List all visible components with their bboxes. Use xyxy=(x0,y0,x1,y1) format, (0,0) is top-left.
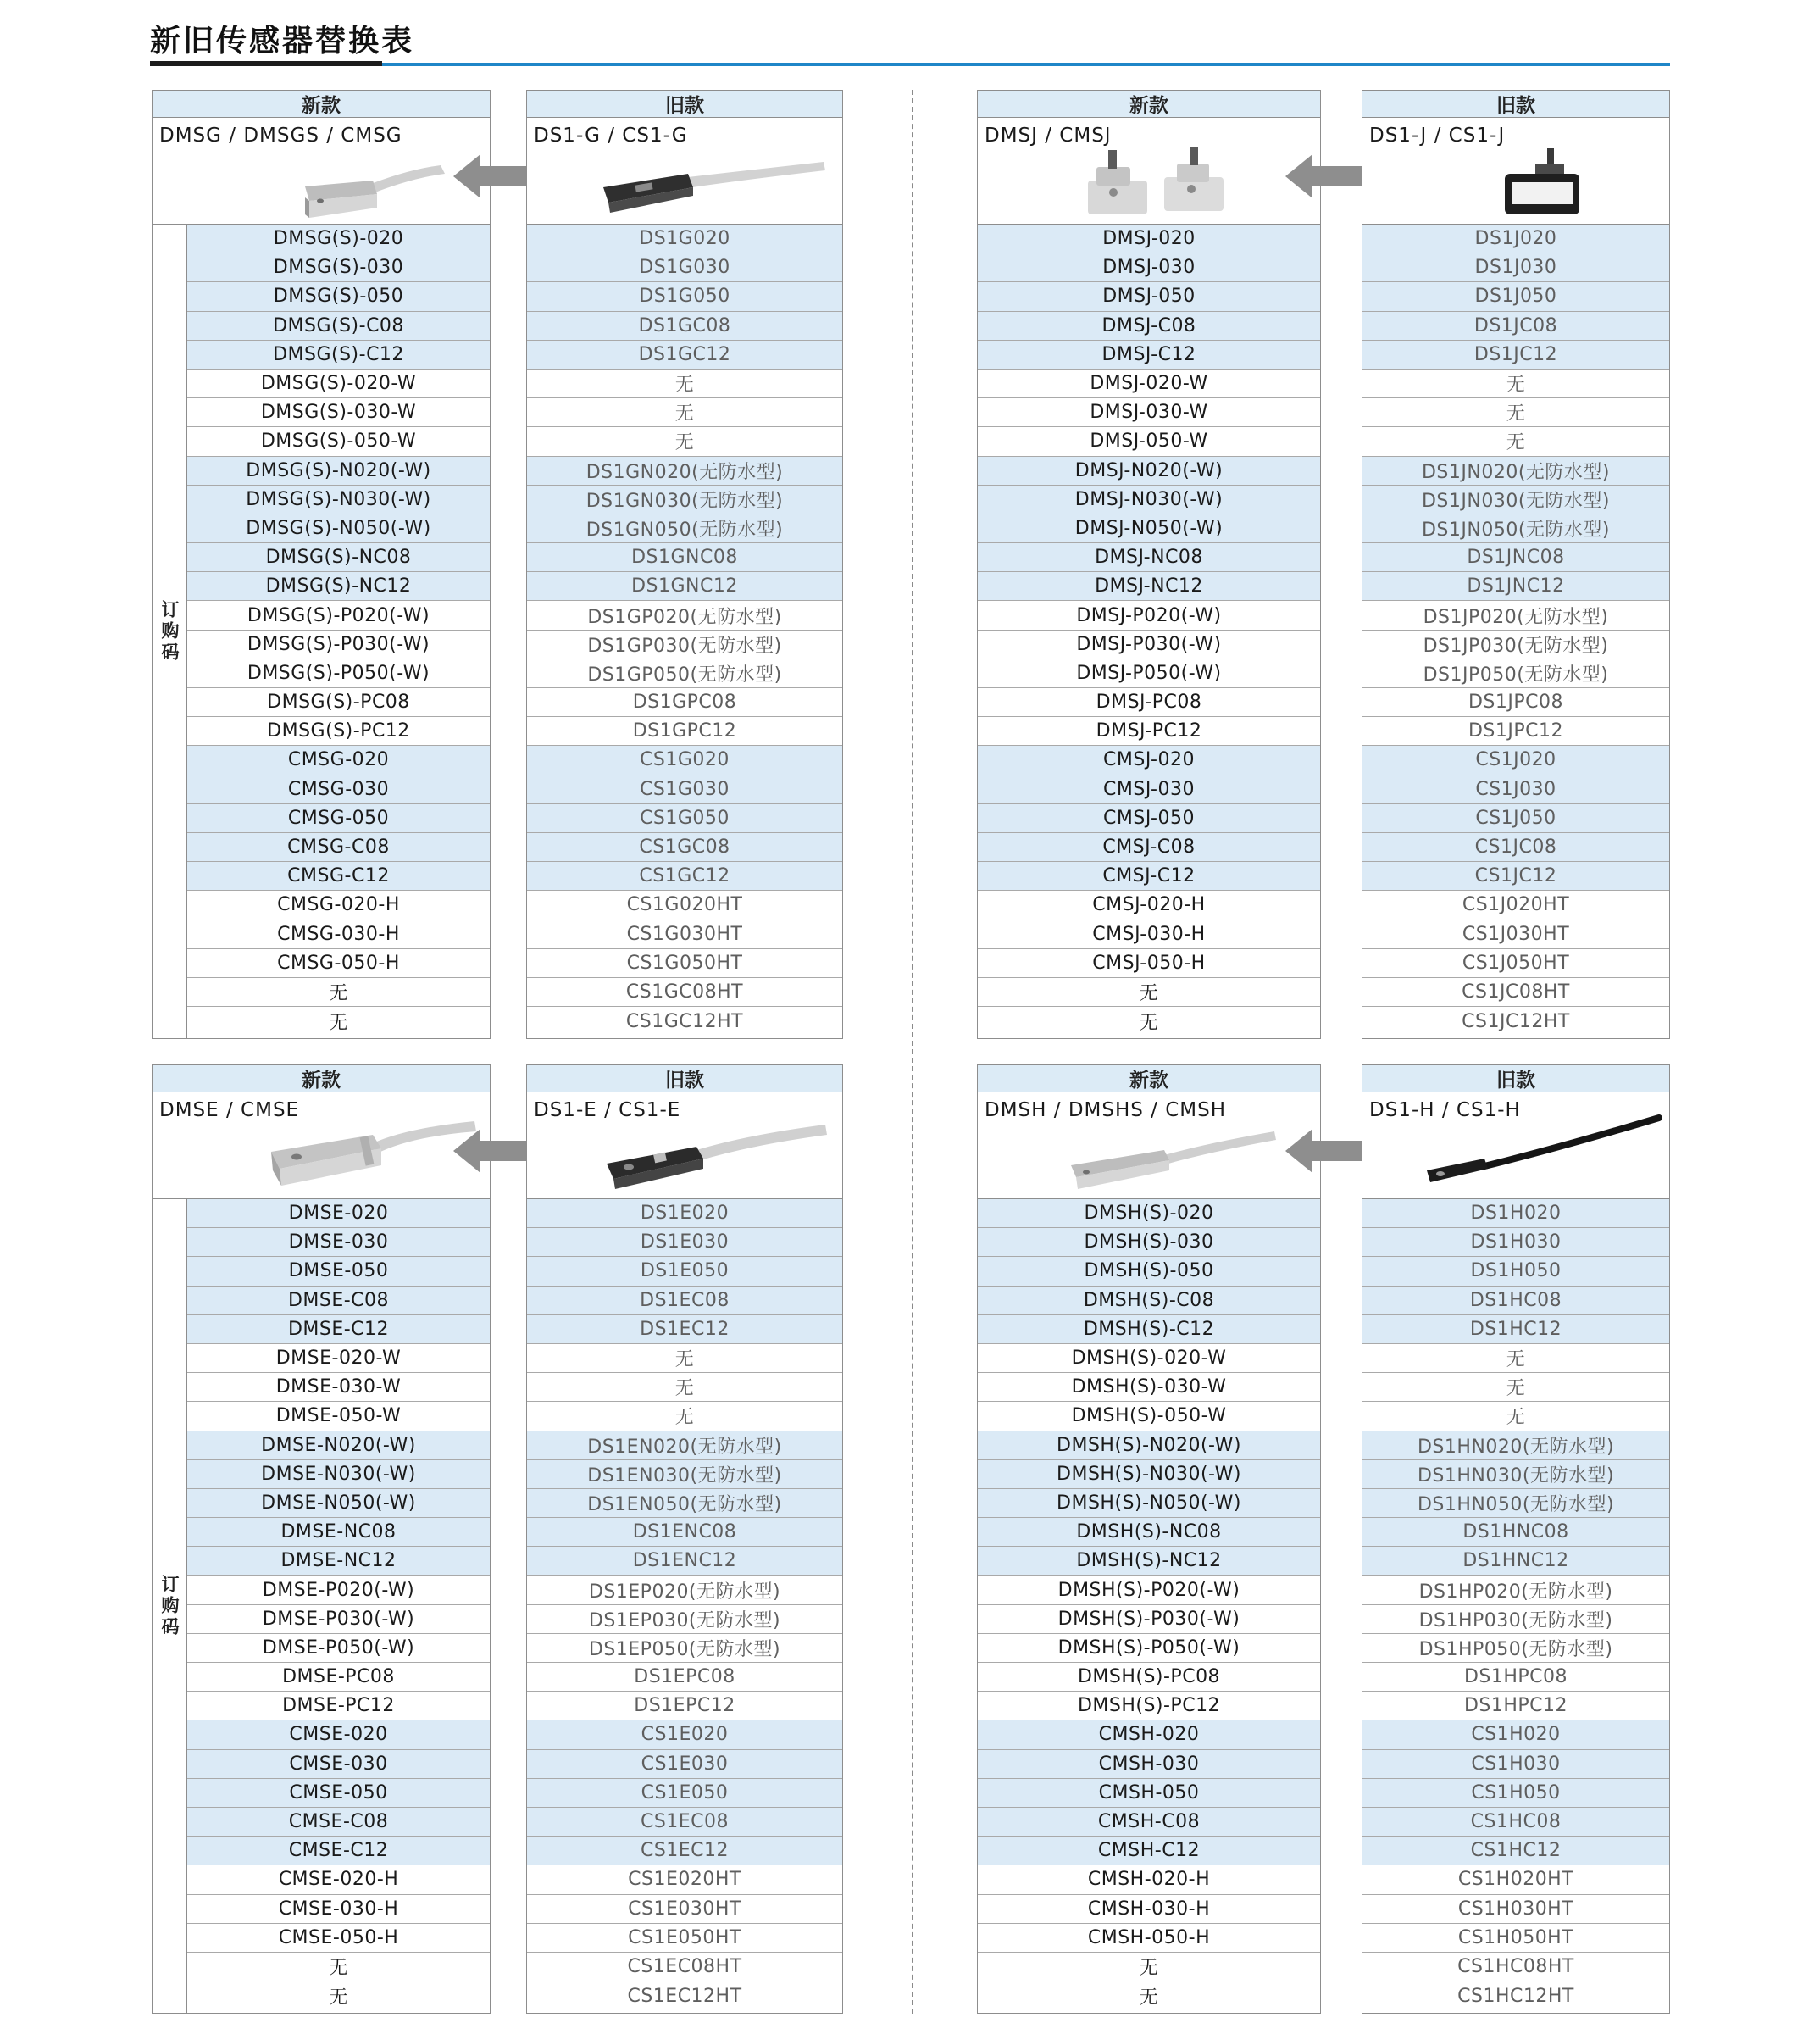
table-row: DMSJ-050-W xyxy=(978,427,1320,456)
new-table-h xyxy=(977,1064,1321,2014)
model-name: DMSG / DMSGS / CMSG xyxy=(159,125,402,147)
table-row: DMSE-020 xyxy=(187,1199,490,1228)
table-row: DS1G050 xyxy=(527,282,842,311)
table-row: DMSE-N050(-W) xyxy=(187,1489,490,1518)
table-row: DMSJ-030 xyxy=(978,253,1320,282)
model-name: DS1-J / CS1-J xyxy=(1369,125,1506,147)
table-row: CMSH-020-H xyxy=(978,1865,1320,1894)
table-row: DMSH(S)-P050(-W) xyxy=(978,1634,1320,1663)
table-row: DMSJ-NC08 xyxy=(978,543,1320,572)
table-row: DMSG(S)-050 xyxy=(187,282,490,311)
table-row: DMSJ-030-W xyxy=(978,398,1320,427)
table-row: DMSG(S)-P050(-W) xyxy=(187,659,490,688)
table-row: CMSJ-C08 xyxy=(978,833,1320,862)
table-row: DMSG(S)-050-W xyxy=(187,427,490,456)
table-row: DS1JC12 xyxy=(1362,341,1669,370)
table-row: CMSE-030 xyxy=(187,1750,490,1779)
table-row: CMSJ-050-H xyxy=(978,949,1320,978)
table-row: DS1HN050(无防水型) xyxy=(1362,1489,1669,1518)
new-code-list xyxy=(978,1199,1320,2013)
table-row: CMSE-C08 xyxy=(187,1808,490,1837)
table-row: DMSJ-C08 xyxy=(978,312,1320,341)
table-row: DMSH(S)-N030(-W) xyxy=(978,1460,1320,1489)
table-row: CS1G020HT xyxy=(527,891,842,920)
table-row: DMSJ-050 xyxy=(978,282,1320,311)
table-row: CS1J020 xyxy=(1362,746,1669,775)
table-row: DS1GC08 xyxy=(527,312,842,341)
table-row: DS1GNC12 xyxy=(527,572,842,601)
old-table-j xyxy=(1362,90,1670,1039)
table-row: DS1HP020(无防水型) xyxy=(1362,1576,1669,1604)
table-row: CMSE-020-H xyxy=(187,1865,490,1894)
table-row: DMSJ-020 xyxy=(978,225,1320,253)
table-row: 无 xyxy=(527,427,842,456)
table-row: CMSG-030-H xyxy=(187,920,490,949)
table-row: DS1JNC08 xyxy=(1362,543,1669,572)
table-row: DS1J020 xyxy=(1362,225,1669,253)
table-row: 无 xyxy=(527,1373,842,1402)
table-row: DS1HP030(无防水型) xyxy=(1362,1605,1669,1634)
table-row: DS1GN050(无防水型) xyxy=(527,514,842,543)
table-row: DMSH(S)-050 xyxy=(978,1257,1320,1286)
table-row: DS1EN050(无防水型) xyxy=(527,1489,842,1518)
model-cell xyxy=(153,118,490,225)
table-row: DMSG(S)-P030(-W) xyxy=(187,631,490,659)
new-header: 新款 xyxy=(978,91,1320,118)
model-name: DMSH / DMSHS / CMSH xyxy=(985,1099,1227,1121)
table-row: CMSE-020 xyxy=(187,1720,490,1749)
table-row: DMSJ-N050(-W) xyxy=(978,514,1320,543)
table-row: DS1J050 xyxy=(1362,282,1669,311)
old-header: 旧款 xyxy=(1362,91,1669,118)
table-row: CS1E020HT xyxy=(527,1865,842,1894)
table-row: 无 xyxy=(1362,1373,1669,1402)
table-row: DMSJ-PC08 xyxy=(978,688,1320,717)
order-code-label: 订购码 xyxy=(159,599,180,664)
table-row: CMSE-050 xyxy=(187,1779,490,1808)
table-row: DS1EPC08 xyxy=(527,1663,842,1692)
table-row: DMSJ-C12 xyxy=(978,341,1320,370)
table-row: DMSH(S)-NC12 xyxy=(978,1547,1320,1576)
table-row: 无 xyxy=(187,978,490,1007)
table-row: CS1J020HT xyxy=(1362,891,1669,920)
table-row: CMSJ-050 xyxy=(978,804,1320,833)
table-row: DMSE-C12 xyxy=(187,1315,490,1344)
table-row: CS1E050 xyxy=(527,1779,842,1808)
center-divider xyxy=(912,90,913,2014)
table-row: DMSE-P030(-W) xyxy=(187,1605,490,1634)
table-row: CS1G030HT xyxy=(527,920,842,949)
table-row: CMSG-C12 xyxy=(187,862,490,891)
table-row: DMSH(S)-P020(-W) xyxy=(978,1576,1320,1604)
old-code-list xyxy=(1362,225,1669,1038)
table-row: CS1H050HT xyxy=(1362,1924,1669,1953)
table-row: DS1ENC08 xyxy=(527,1518,842,1547)
title-underline-blue xyxy=(382,63,1670,66)
table-row: DS1GP050(无防水型) xyxy=(527,659,842,688)
table-row: CS1H050 xyxy=(1362,1779,1669,1808)
table-row: CS1E030 xyxy=(527,1750,842,1779)
table-row: DMSJ-N020(-W) xyxy=(978,457,1320,486)
table-row: DS1EN030(无防水型) xyxy=(527,1460,842,1489)
table-row: CS1H030 xyxy=(1362,1750,1669,1779)
table-row: CS1GC08HT xyxy=(527,978,842,1007)
table-row: DS1GNC08 xyxy=(527,543,842,572)
table-row: DS1GP030(无防水型) xyxy=(527,631,842,659)
table-row: DMSG(S)-N050(-W) xyxy=(187,514,490,543)
table-row: DS1HN030(无防水型) xyxy=(1362,1460,1669,1489)
table-row: DS1HNC08 xyxy=(1362,1518,1669,1547)
table-row: CS1GC08 xyxy=(527,833,842,862)
table-row: 无 xyxy=(527,1344,842,1373)
table-row: DS1JP050(无防水型) xyxy=(1362,659,1669,688)
table-row: CMSE-C12 xyxy=(187,1837,490,1865)
table-row: DMSH(S)-NC08 xyxy=(978,1518,1320,1547)
table-row: CS1H020HT xyxy=(1362,1865,1669,1894)
table-row: CS1EC12 xyxy=(527,1837,842,1865)
table-row: DMSE-050-W xyxy=(187,1402,490,1431)
table-row: DMSE-N020(-W) xyxy=(187,1431,490,1460)
table-row: DS1JN050(无防水型) xyxy=(1362,514,1669,543)
table-row: CS1G050HT xyxy=(527,949,842,978)
table-row: DMSH(S)-030 xyxy=(978,1228,1320,1257)
table-row: DS1EP030(无防水型) xyxy=(527,1605,842,1634)
new-code-list xyxy=(978,225,1320,1038)
table-row: DMSE-P050(-W) xyxy=(187,1634,490,1663)
table-row: CMSH-030 xyxy=(978,1750,1320,1779)
table-row: DMSH(S)-P030(-W) xyxy=(978,1605,1320,1634)
table-row: DS1EC08 xyxy=(527,1287,842,1315)
table-row: CS1G050 xyxy=(527,804,842,833)
new-table-j xyxy=(977,90,1321,1039)
old-code-list xyxy=(1362,1199,1669,2013)
table-row: DMSG(S)-C08 xyxy=(187,312,490,341)
table-row: DMSH(S)-050-W xyxy=(978,1402,1320,1431)
table-row: CS1EC08HT xyxy=(527,1953,842,1981)
table-row: DS1E050 xyxy=(527,1257,842,1286)
table-row: 无 xyxy=(527,370,842,398)
table-row: DS1EP050(无防水型) xyxy=(527,1634,842,1663)
new-code-list xyxy=(186,1199,490,2013)
table-row: 无 xyxy=(1362,1344,1669,1373)
new-code-list xyxy=(186,225,490,1038)
table-row: DS1JC08 xyxy=(1362,312,1669,341)
table-row: DMSE-030-W xyxy=(187,1373,490,1402)
table-row: DS1HC08 xyxy=(1362,1287,1669,1315)
table-row: CMSJ-020 xyxy=(978,746,1320,775)
table-row: 无 xyxy=(1139,1012,1159,1034)
model-cell xyxy=(978,1092,1320,1199)
table-row: CMSE-050-H xyxy=(187,1924,490,1953)
table-row: DMSE-PC12 xyxy=(187,1692,490,1720)
table-row: CS1HC12HT xyxy=(1457,1985,1574,2007)
model-cell xyxy=(1362,1092,1669,1199)
table-row: 无 xyxy=(1362,1402,1669,1431)
model-name: DMSJ / CMSJ xyxy=(985,125,1112,147)
old-header: 旧款 xyxy=(527,91,842,118)
table-row: DS1HC12 xyxy=(1362,1315,1669,1344)
table-row: DMSE-N030(-W) xyxy=(187,1460,490,1489)
table-row: DS1JNC12 xyxy=(1362,572,1669,601)
table-row: DMSH(S)-030-W xyxy=(978,1373,1320,1402)
table-row: DMSG(S)-020-W xyxy=(187,370,490,398)
table-row: DMSG(S)-C12 xyxy=(187,341,490,370)
table-row: CMSH-030-H xyxy=(978,1895,1320,1924)
old-table-e xyxy=(526,1064,843,2014)
table-row: 无 xyxy=(1362,370,1669,398)
table-row: CS1GC12HT xyxy=(625,1010,744,1032)
table-row: CS1EC08 xyxy=(527,1808,842,1837)
table-row: CMSJ-020-H xyxy=(978,891,1320,920)
table-row: DMSH(S)-C08 xyxy=(978,1287,1320,1315)
table-row: DMSE-050 xyxy=(187,1257,490,1286)
table-row: DMSG(S)-030 xyxy=(187,253,490,282)
old-table-g xyxy=(526,90,843,1039)
table-row: 无 xyxy=(527,398,842,427)
table-row: DS1EN020(无防水型) xyxy=(527,1431,842,1460)
model-name: DMSE / CMSE xyxy=(159,1099,300,1121)
table-row: DMSG(S)-030-W xyxy=(187,398,490,427)
old-code-list xyxy=(527,225,842,1038)
table-row: CMSG-C08 xyxy=(187,833,490,862)
table-row: DMSE-NC08 xyxy=(187,1518,490,1547)
table-row: DMSE-PC08 xyxy=(187,1663,490,1692)
table-row: 无 xyxy=(1362,427,1669,456)
table-row: DS1EPC12 xyxy=(527,1692,842,1720)
table-row: CMSJ-C12 xyxy=(978,862,1320,891)
table-row: DMSG(S)-P020(-W) xyxy=(187,601,490,630)
table-row: DMSG(S)-NC08 xyxy=(187,543,490,572)
table-row: DMSE-P020(-W) xyxy=(187,1576,490,1604)
table-row: CS1HC08 xyxy=(1362,1808,1669,1837)
table-row: DMSH(S)-N020(-W) xyxy=(978,1431,1320,1460)
new-header: 新款 xyxy=(978,1065,1320,1092)
table-row: CMSG-030 xyxy=(187,775,490,804)
table-row: CS1GC12 xyxy=(527,862,842,891)
table-row: CS1JC08 xyxy=(1362,833,1669,862)
table-row: DS1J030 xyxy=(1362,253,1669,282)
old-code-list xyxy=(527,1199,842,2013)
table-row: DS1HN020(无防水型) xyxy=(1362,1431,1669,1460)
table-row: DMSH(S)-PC08 xyxy=(978,1663,1320,1692)
table-row: DS1GC12 xyxy=(527,341,842,370)
table-row: DMSJ-P020(-W) xyxy=(978,601,1320,630)
table-row: DS1G020 xyxy=(527,225,842,253)
table-row: CS1J050HT xyxy=(1362,949,1669,978)
table-row: CMSJ-030-H xyxy=(978,920,1320,949)
table-row: CMSE-030-H xyxy=(187,1895,490,1924)
sensor-image xyxy=(1498,148,1591,225)
table-row: CS1H020 xyxy=(1362,1720,1669,1749)
table-row: CS1E030HT xyxy=(527,1895,842,1924)
table-row: CMSH-050 xyxy=(978,1779,1320,1808)
table-row: CMSJ-030 xyxy=(978,775,1320,804)
table-row: CS1G020 xyxy=(527,746,842,775)
table-row: DS1JP020(无防水型) xyxy=(1362,601,1669,630)
table-row: 无 xyxy=(978,1953,1320,1981)
table-row: DMSG(S)-N030(-W) xyxy=(187,486,490,514)
table-row: 无 xyxy=(527,1402,842,1431)
table-row: CS1J050 xyxy=(1362,804,1669,833)
sensor-image xyxy=(1063,1121,1283,1198)
table-row: DS1E020 xyxy=(527,1199,842,1228)
table-row: CMSG-020-H xyxy=(187,891,490,920)
sensor-image xyxy=(263,1109,483,1194)
table-row: 无 xyxy=(1362,398,1669,427)
table-row: CMSH-C08 xyxy=(978,1808,1320,1837)
table-row: DS1HPC08 xyxy=(1362,1663,1669,1692)
new-table-g xyxy=(152,90,491,1039)
table-row: DMSE-020-W xyxy=(187,1344,490,1373)
model-cell xyxy=(978,118,1320,225)
table-row: DS1GP020(无防水型) xyxy=(527,601,842,630)
table-row: DMSG(S)-PC08 xyxy=(187,688,490,717)
table-row: DS1GN030(无防水型) xyxy=(527,486,842,514)
table-row: DMSH(S)-N050(-W) xyxy=(978,1489,1320,1518)
table-row: CS1J030 xyxy=(1362,775,1669,804)
table-row: CS1EC12HT xyxy=(627,1985,742,2007)
model-name: DS1-G / CS1-G xyxy=(534,125,688,147)
model-cell xyxy=(1362,118,1669,225)
table-row: DS1JPC12 xyxy=(1362,717,1669,746)
table-row: DS1HNC12 xyxy=(1362,1547,1669,1576)
table-row: DS1EP020(无防水型) xyxy=(527,1576,842,1604)
sensor-image xyxy=(595,152,841,224)
table-row: CS1HC12 xyxy=(1362,1837,1669,1865)
table-row: 无 xyxy=(978,978,1320,1007)
new-table-e xyxy=(152,1064,491,2014)
sensor-image xyxy=(1422,1114,1667,1199)
table-row: DS1JN030(无防水型) xyxy=(1362,486,1669,514)
table-row: DS1G030 xyxy=(527,253,842,282)
table-row: DMSG(S)-N020(-W) xyxy=(187,457,490,486)
table-row: CS1H030HT xyxy=(1362,1895,1669,1924)
table-row: CS1JC12HT xyxy=(1462,1010,1570,1032)
table-row: DMSG(S)-020 xyxy=(187,225,490,253)
table-row: DS1ENC12 xyxy=(527,1547,842,1576)
table-row: DMSG(S)-PC12 xyxy=(187,717,490,746)
table-row: DMSH(S)-020 xyxy=(978,1199,1320,1228)
table-row: DMSJ-P050(-W) xyxy=(978,659,1320,688)
table-row: 无 xyxy=(1139,1987,1159,2009)
table-row: DMSJ-P030(-W) xyxy=(978,631,1320,659)
model-name: DS1-H / CS1-H xyxy=(1369,1099,1521,1121)
table-row: CS1JC08HT xyxy=(1362,978,1669,1007)
table-row: DS1E030 xyxy=(527,1228,842,1257)
table-row: DS1JP030(无防水型) xyxy=(1362,631,1669,659)
table-row: DMSJ-PC12 xyxy=(978,717,1320,746)
model-cell xyxy=(527,118,842,225)
table-row: DMSE-030 xyxy=(187,1228,490,1257)
table-row: DS1H050 xyxy=(1362,1257,1669,1286)
table-row: 无 xyxy=(187,1953,490,1981)
order-code-label: 订购码 xyxy=(159,1574,180,1638)
table-row: CMSH-050-H xyxy=(978,1924,1320,1953)
table-row: DMSJ-N030(-W) xyxy=(978,486,1320,514)
table-row: DS1H020 xyxy=(1362,1199,1669,1228)
table-row: DMSH(S)-020-W xyxy=(978,1344,1320,1373)
table-row: DMSH(S)-C12 xyxy=(978,1315,1320,1344)
table-row: DMSJ-NC12 xyxy=(978,572,1320,601)
table-row: CS1E020 xyxy=(527,1720,842,1749)
sensor-image xyxy=(237,148,474,220)
table-row: CS1E050HT xyxy=(527,1924,842,1953)
table-row: CMSG-050 xyxy=(187,804,490,833)
table-row: CMSG-050-H xyxy=(187,949,490,978)
old-table-h xyxy=(1362,1064,1670,2014)
table-row: DS1GPC12 xyxy=(527,717,842,746)
sensor-image xyxy=(603,1116,832,1197)
old-header: 旧款 xyxy=(1362,1065,1669,1092)
table-row: DMSG(S)-NC12 xyxy=(187,572,490,601)
table-row: DMSJ-020-W xyxy=(978,370,1320,398)
table-row: DS1GN020(无防水型) xyxy=(527,457,842,486)
table-row: DMSE-C08 xyxy=(187,1287,490,1315)
table-row: CMSH-C12 xyxy=(978,1837,1320,1865)
table-row: DMSE-NC12 xyxy=(187,1547,490,1576)
model-cell xyxy=(527,1092,842,1199)
sensor-image xyxy=(1071,138,1240,223)
table-row: CS1JC12 xyxy=(1362,862,1669,891)
table-row: CS1G030 xyxy=(527,775,842,804)
table-row: DS1H030 xyxy=(1362,1228,1669,1257)
table-row: CMSG-020 xyxy=(187,746,490,775)
table-row: DS1HP050(无防水型) xyxy=(1362,1634,1669,1663)
table-row: CMSH-020 xyxy=(978,1720,1320,1749)
page-title: 新旧传感器替换表 xyxy=(150,24,415,58)
model-name: DS1-E / CS1-E xyxy=(534,1099,681,1121)
table-row: DMSH(S)-PC12 xyxy=(978,1692,1320,1720)
table-row: DS1JN020(无防水型) xyxy=(1362,457,1669,486)
table-row: DS1JPC08 xyxy=(1362,688,1669,717)
model-cell xyxy=(153,1092,490,1199)
title-underline-dark xyxy=(150,61,382,66)
table-row: CS1HC08HT xyxy=(1362,1953,1669,1981)
new-header: 新款 xyxy=(153,1065,490,1092)
table-row: 无 xyxy=(329,1987,348,2009)
old-header: 旧款 xyxy=(527,1065,842,1092)
table-row: DS1HPC12 xyxy=(1362,1692,1669,1720)
table-row: DS1GPC08 xyxy=(527,688,842,717)
table-row: CS1J030HT xyxy=(1362,920,1669,949)
new-header: 新款 xyxy=(153,91,490,118)
table-row: 无 xyxy=(329,1012,348,1034)
table-row: DS1EC12 xyxy=(527,1315,842,1344)
